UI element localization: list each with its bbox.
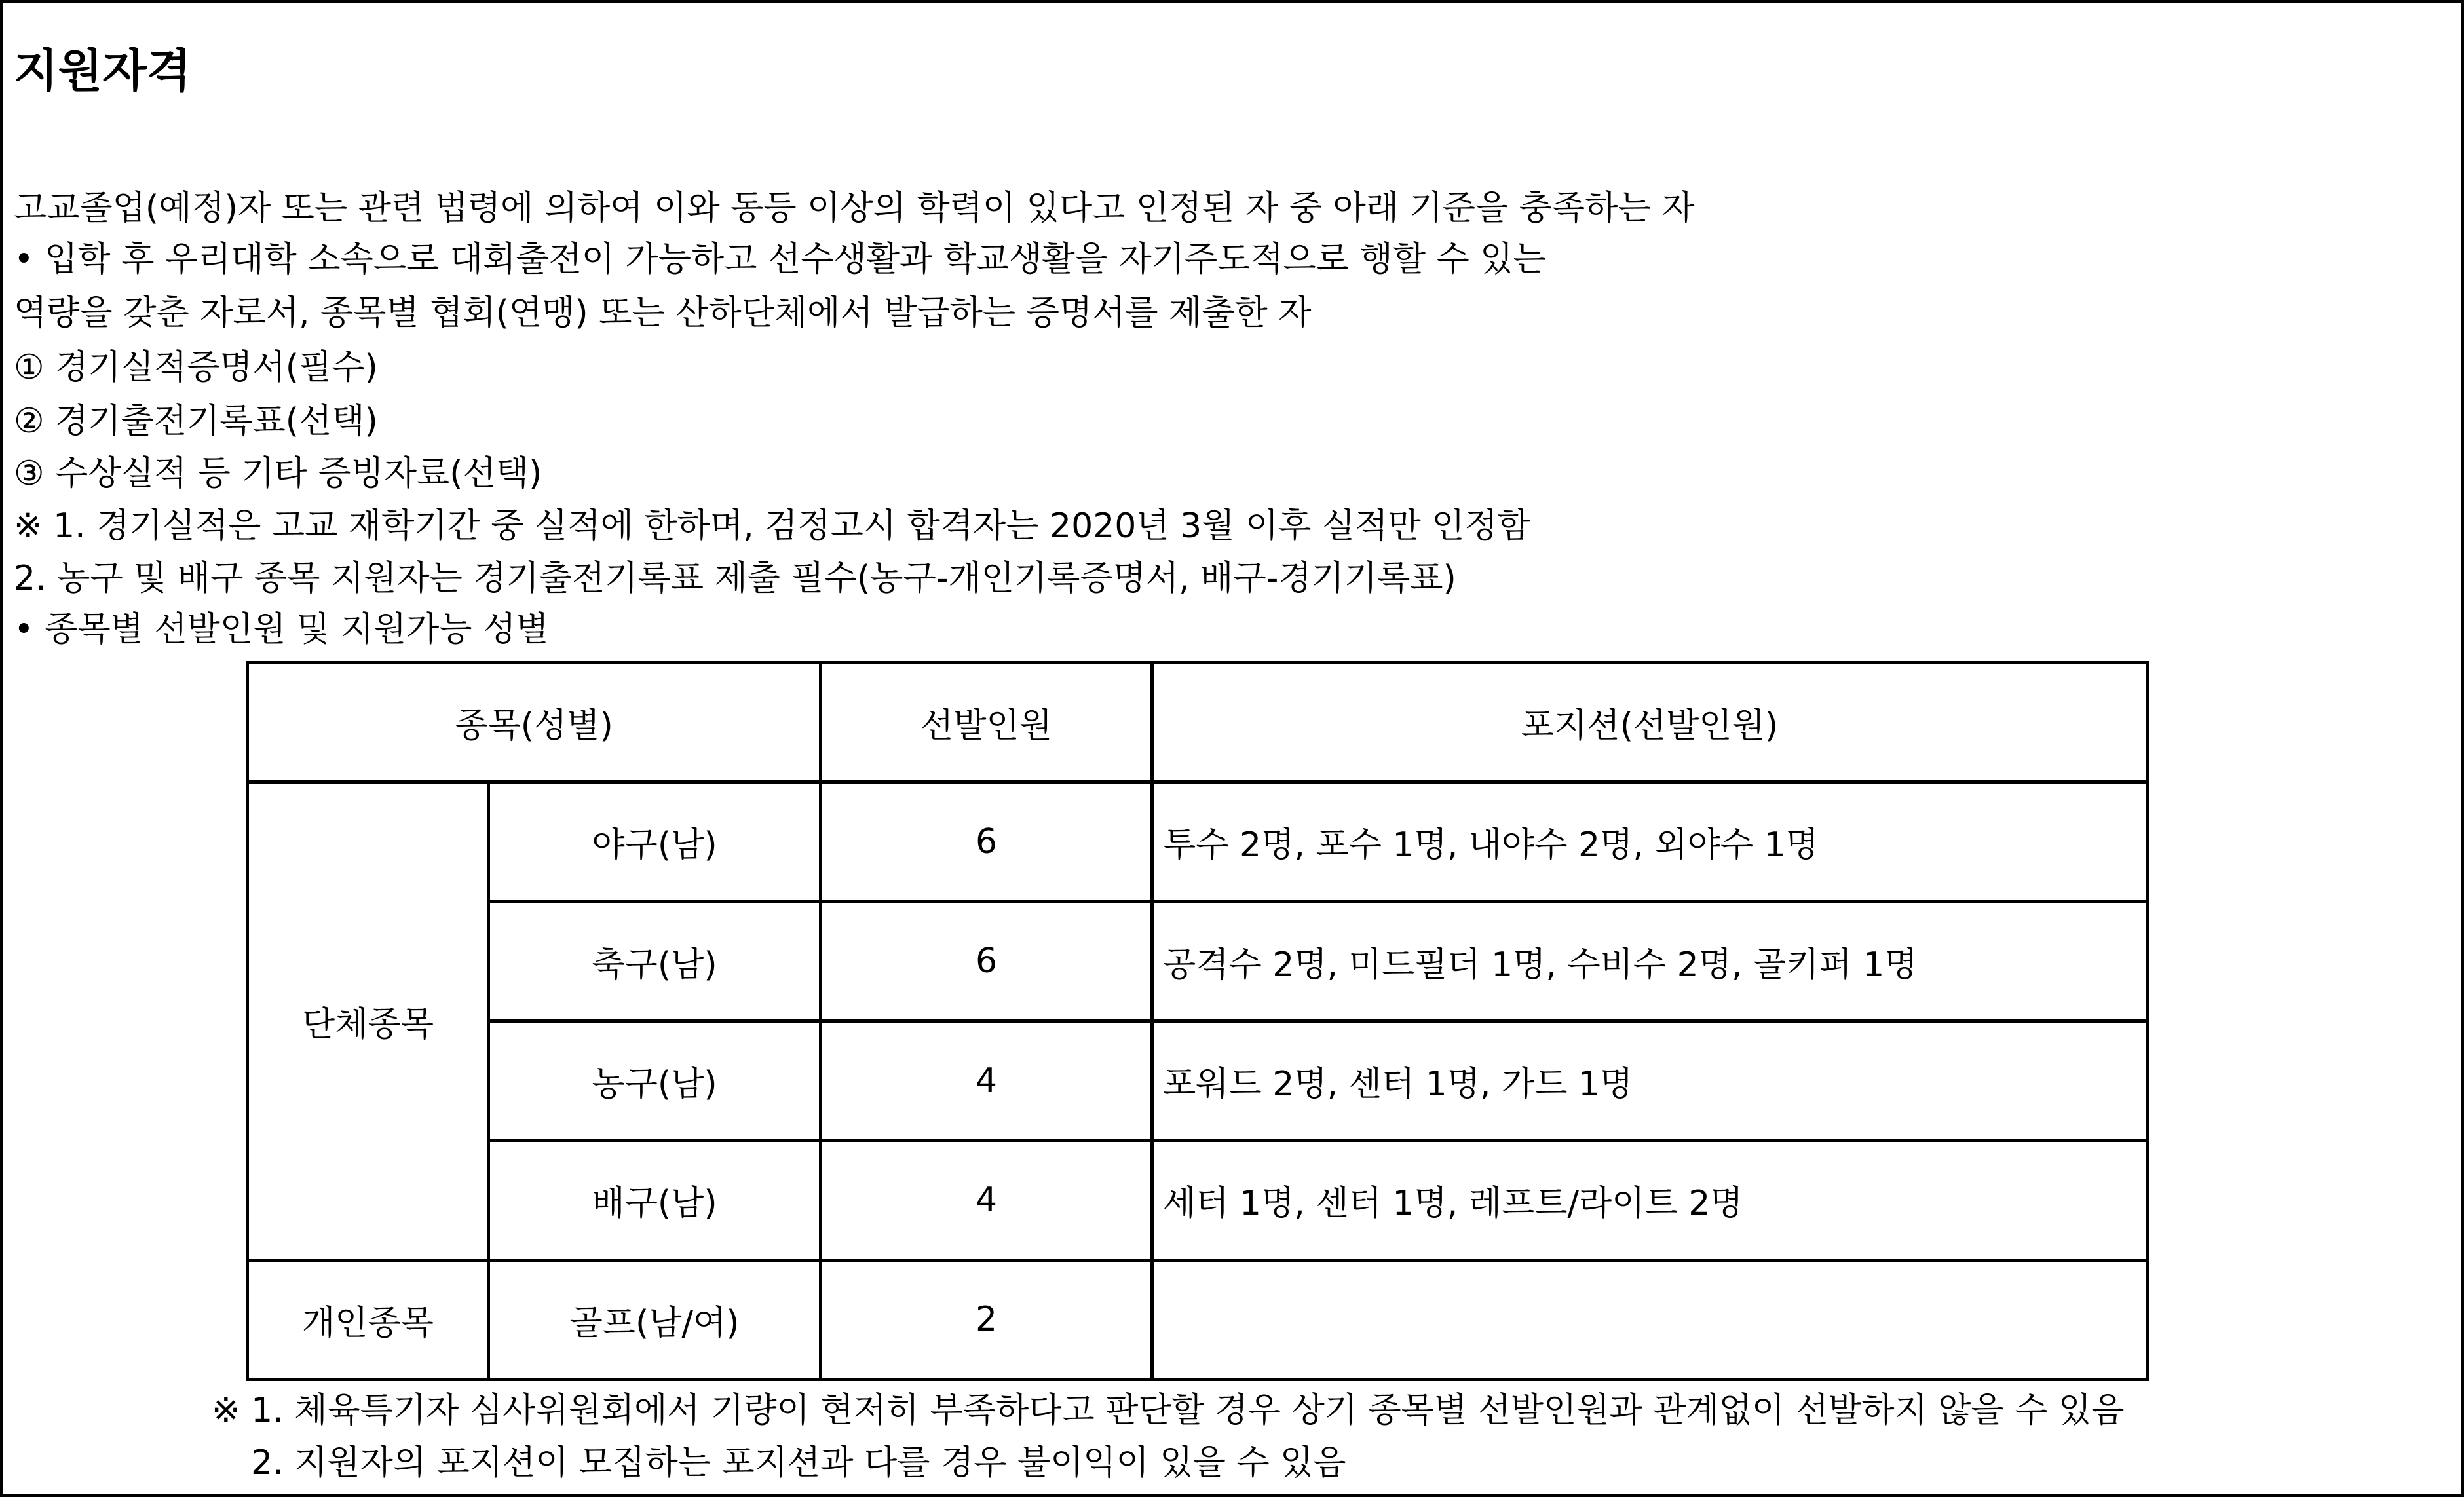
- header-event: 종목(성별): [248, 663, 821, 782]
- note-2: 2. 농구 및 배구 종목 지원자는 경기출전기록표 제출 필수(농구-개인기록증명서, 배구-경기기록표): [14, 559, 1456, 598]
- cell-quota: 4: [821, 1021, 1152, 1140]
- table-row: [248, 782, 2148, 901]
- cell-event: 배구(남): [489, 1141, 821, 1260]
- cell-event: 야구(남): [489, 782, 821, 901]
- bullet-quota-heading: • 종목별 선발인원 및 지원가능 성별: [14, 610, 549, 649]
- document-item-2: ② 경기출전기록표(선택): [14, 402, 378, 441]
- table-header-row: [248, 663, 2148, 782]
- document-item-1: ① 경기실적증명서(필수): [14, 348, 378, 387]
- cell-positions: 투수 2명, 포수 1명, 내야수 2명, 외야수 1명: [1152, 782, 2148, 901]
- cell-event: 골프(남/여): [489, 1260, 821, 1379]
- footnote-2: 2. 지원자의 포지션이 모집하는 포지션과 다를 경우 불이익이 있을 수 있음: [251, 1443, 1346, 1483]
- bullet-requirement-continued: 역량을 갖춘 자로서, 종목별 협회(연맹) 또는 산하단체에서 발급하는 증명서를 제출한 자: [14, 294, 1312, 333]
- table-row: [248, 1141, 2148, 1260]
- table-row: [248, 1021, 2148, 1140]
- group-team: 단체종목: [248, 782, 489, 1260]
- table-row: [248, 901, 2148, 1021]
- table-row: [248, 1260, 2148, 1379]
- cell-quota: 6: [821, 782, 1152, 901]
- quota-table: [246, 661, 2149, 1381]
- footnote-1: ※ 1. 체육특기자 심사위원회에서 기량이 현저히 부족하다고 판단할 경우 상기 종목별 선발인원과 관계없이 선발하지 않을 수 있음: [212, 1391, 2125, 1430]
- cell-event: 축구(남): [489, 901, 821, 1021]
- header-positions: 포지션(선발인원): [1152, 663, 2148, 782]
- group-individual: 개인종목: [248, 1260, 489, 1379]
- document-item-3: ③ 수상실적 등 기타 증빙자료(선택): [14, 454, 542, 493]
- section-title: 지원자격: [14, 44, 191, 98]
- cell-positions: 세터 1명, 센터 1명, 레프트/라이트 2명: [1152, 1141, 2148, 1260]
- cell-positions: [1152, 1260, 2148, 1379]
- cell-event: 농구(남): [489, 1021, 821, 1140]
- cell-positions: 포워드 2명, 센터 1명, 가드 1명: [1152, 1021, 2148, 1140]
- eligibility-statement: 고교졸업(예정)자 또는 관련 법령에 의하여 이와 동등 이상의 학력이 있다고 인정된 자 중 아래 기준을 충족하는 자: [14, 189, 1695, 228]
- cell-positions: 공격수 2명, 미드필더 1명, 수비수 2명, 골키퍼 1명: [1152, 901, 2148, 1021]
- cell-quota: 6: [821, 901, 1152, 1021]
- cell-quota: 2: [821, 1260, 1152, 1379]
- bullet-requirement: • 입학 후 우리대학 소속으로 대회출전이 가능하고 선수생활과 학교생활을 자기주도적으로 행할 수 있는: [14, 240, 1546, 279]
- cell-quota: 4: [821, 1141, 1152, 1260]
- note-1: ※ 1. 경기실적은 고교 재학기간 중 실적에 한하며, 검정고시 합격자는 2020년 3월 이후 실적만 인정함: [14, 506, 1530, 546]
- header-quota: 선발인원: [821, 663, 1152, 782]
